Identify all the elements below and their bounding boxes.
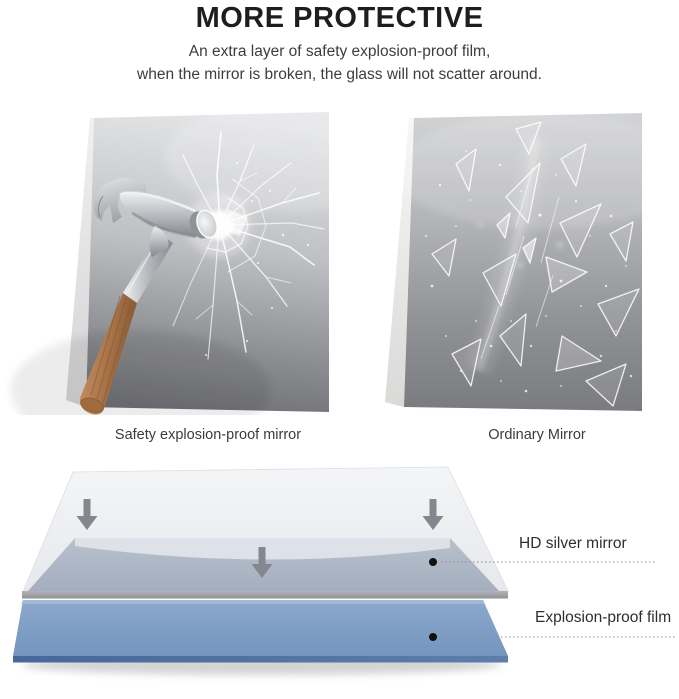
label-hd-silver-mirror: HD silver mirror (519, 535, 627, 552)
explosion-proof-film-layer (13, 600, 508, 663)
ordinary-mirror-illustration (385, 113, 679, 411)
comparison-illustration (0, 105, 679, 415)
subtitle (0, 41, 679, 86)
layer-diagram (0, 460, 679, 699)
subtitle-line-1: An extra layer of safety explosion-proof film, (188, 43, 491, 60)
label-explosion-proof-film: Explosion-proof film (535, 609, 672, 626)
callout-dot (429, 558, 437, 566)
glass-edge (22, 591, 508, 599)
page-title: MORE PROTECTIVE (195, 2, 484, 34)
callout-dot (429, 633, 437, 641)
safety-mirror-illustration (10, 105, 405, 415)
subtitle-line-2: when the mirror is broken, the glass will not scatter around. (137, 65, 542, 83)
caption-safety-mirror: Safety explosion-proof mirror (114, 427, 302, 443)
caption-ordinary-mirror: Ordinary Mirror (488, 427, 586, 443)
